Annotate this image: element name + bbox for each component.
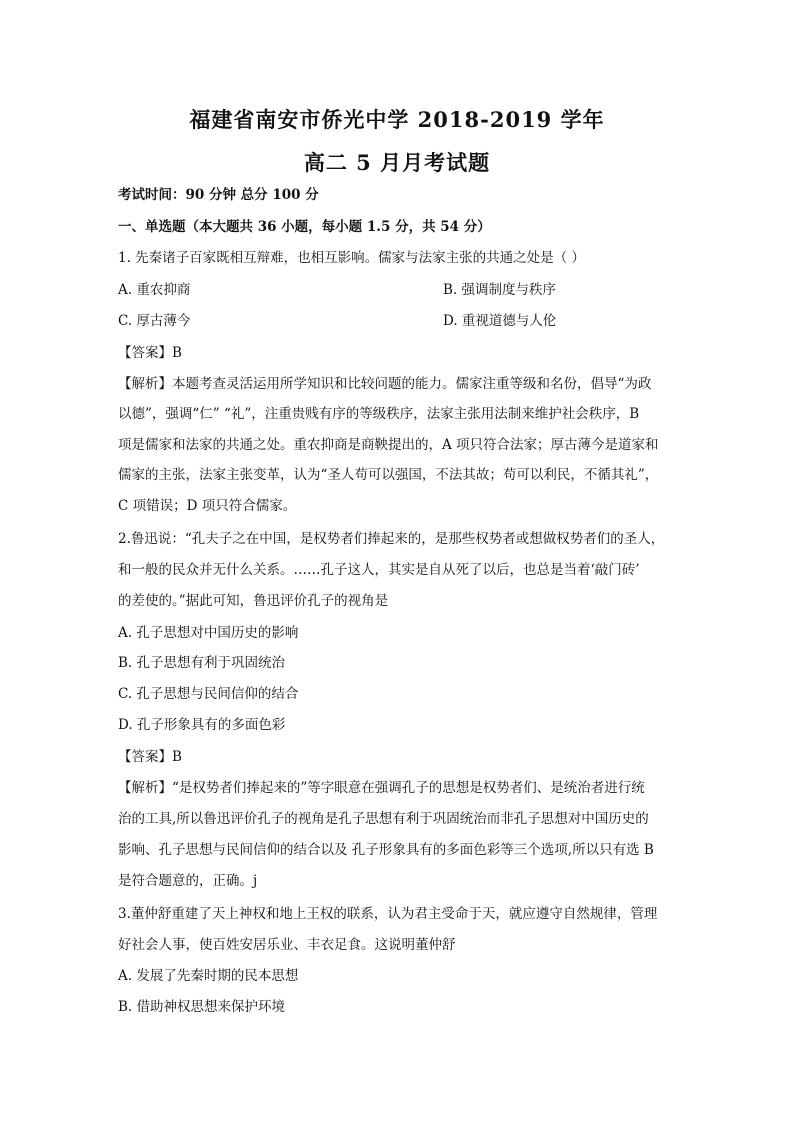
question-3-stem-line: 3.董仲舒重建了天上神权和地上王权的联系，认为君主受命于天，就应遵守自然规律，管理 <box>118 906 658 922</box>
question-2-answer: 【答案】B <box>118 749 182 765</box>
document-title: 福建省南安市侨光中学 2018-2019 学年 <box>189 107 605 132</box>
question-2-analysis-line: 是符合题意的，正确。j <box>118 873 258 889</box>
question-2-option-d: D. 孔子形象具有的多面色彩 <box>118 717 286 733</box>
question-2-analysis-line: 影响、孔子思想与民间信仰的结合以及 孔子形象具有的多面色彩等三个选项,所以只有选 B <box>118 842 654 858</box>
question-2-analysis-line: 治的工具,所以鲁迅评价孔子的视角是孔子思想有利于巩固统治而非孔子思想对中国历史的 <box>118 811 649 827</box>
question-2-option-c: C. 孔子思想与民间信仰的结合 <box>118 686 299 702</box>
question-1-option-d: D. 重视道德与人伦 <box>443 313 557 329</box>
exam-info: 考试时间：90 分钟 总分 100 分 <box>118 187 319 203</box>
question-2-stem-line: 和一般的民众并无什么关系。……孔子这人，其实是自从死了以后，也总是当着‘敲门砖’ <box>118 562 640 578</box>
question-1-option-c: C. 厚古薄今 <box>118 313 191 329</box>
question-1-analysis-line: 以德”，强调“仁” “礼”，注重贵贱有序的等级秩序，法家主张用法制来维护社会秩序，B <box>118 406 640 422</box>
question-3-stem-line: 好社会人事，使百姓安居乐业、丰衣足食。这说明董仲舒 <box>118 937 456 953</box>
question-1-analysis-line: 项是儒家和法家的共通之处。重农抑商是商鞅提出的，A 项只符合法家；厚古薄今是道家和 <box>118 437 659 453</box>
question-1-analysis-line: 儒家的主张，法家主张变革，认为“圣人苟可以强国，不法其故；苟可以利民，不循其礼”， <box>118 467 659 483</box>
question-2-analysis-line: 【解析】“是权势者们捧起来的”等字眼意在强调孔子的思想是权势者们、是统治者进行统 <box>118 780 645 796</box>
question-2-option-b: B. 孔子思想有利于巩固统治 <box>118 655 286 671</box>
question-3-option-b: B. 借助神权思想来保护环境 <box>118 999 286 1015</box>
question-2-stem-line: 的差使的。”据此可知，鲁迅评价孔子的视角是 <box>118 593 389 609</box>
section-heading: 一、单选题（本大题共 36 小题，每小题 1.5 分，共 54 分） <box>118 219 491 235</box>
document-subtitle: 高二 5 月月考试题 <box>303 150 491 175</box>
question-1-analysis-line: C 项错误；D 项只符合儒家。 <box>118 498 297 514</box>
question-3-option-a: A. 发展了先秦时期的民本思想 <box>118 968 299 984</box>
question-1-analysis-line: 【解析】本题考查灵活运用所学知识和比较问题的能力。儒家注重等级和名份，倡导“为政 <box>118 376 652 392</box>
question-1-option-b: B. 强调制度与秩序 <box>443 282 557 298</box>
question-1-answer: 【答案】B <box>118 345 182 361</box>
question-1-stem: 1. 先秦诸子百家既相互辩难，也相互影响。儒家与法家主张的共通之处是（ ） <box>118 250 585 266</box>
question-2-option-a: A. 孔子思想对中国历史的影响 <box>118 625 299 641</box>
question-1-option-a: A. 重农抑商 <box>118 282 191 298</box>
question-2-stem-line: 2.鲁迅说：“孔夫子之在中国，是权势者们捧起来的，是那些权势者或想做权势者们的圣人， <box>118 531 665 547</box>
